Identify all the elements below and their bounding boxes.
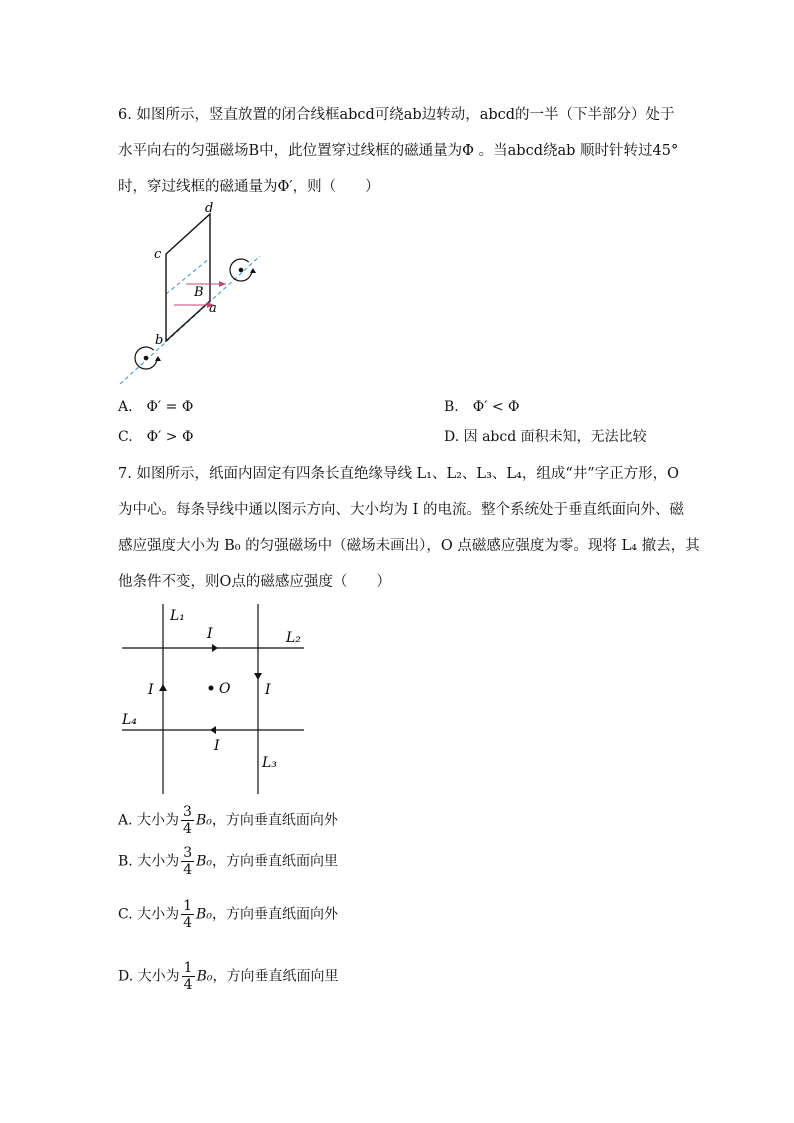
q7-option-d[interactable] (118, 960, 338, 993)
option-c-symbol: B₀ (196, 906, 212, 923)
option-d-suffix: ，方向垂直纸面向里 (212, 968, 339, 985)
q6-figure (110, 198, 280, 388)
q7-text-line-1: 7. 如图所示，纸面内固定有四条长直绝缘导线 L₁、L₂、L₃、L₄，组成“井”字正方形，O (118, 466, 680, 482)
option-c-prefix: C. 大小为 (118, 906, 180, 923)
label-b: b (155, 333, 164, 348)
option-b-suffix: ，方向垂直纸面向里 (212, 853, 339, 870)
q7-option-c[interactable] (118, 898, 338, 931)
option-d-prefix: D. 大小为 (118, 968, 180, 985)
label-L1: L₁ (170, 608, 185, 624)
option-a-symbol: B₀ (195, 812, 212, 829)
label-L3: L₃ (262, 755, 277, 771)
label-I-right: I (265, 682, 271, 698)
q7-option-a[interactable] (118, 804, 338, 837)
q6-text-line-2: 水平向右的匀强磁场B中，此位置穿过线框的磁通量为Φ 。当abcd绕ab 顺时针转过45° (118, 143, 679, 159)
label-B: B (194, 285, 204, 300)
label-L2: L₂ (286, 630, 301, 646)
current-arrow-L2 (212, 644, 218, 652)
q7-figure (118, 600, 318, 800)
option-a-suffix: ，方向垂直纸面向外 (211, 812, 338, 829)
q7-option-b[interactable] (118, 845, 338, 878)
q6-option-b[interactable]: B. Φ′ < Φ (444, 399, 520, 415)
option-a-fraction: $\frac{3}{4}$ (183, 804, 192, 837)
option-d-fraction: $\frac{1}{4}$ (183, 960, 193, 993)
q7-text-line-2: 为中心。每条导线中通以图示方向、大小均为 I 的电流。整个系统处于垂直纸面向外、磁 (118, 502, 684, 518)
q6-option-c[interactable]: C. Φ′ > Φ (118, 429, 194, 445)
q7-text-line-3: 感应强度大小为 B₀ 的匀强磁场中（磁场未画出），O 点磁感应强度为零。现将 L₄ 撤去，其 (118, 538, 700, 554)
current-arrow-L1 (159, 684, 167, 691)
option-b-fraction: $\frac{3}{4}$ (183, 845, 193, 878)
q6-text-line-1: 6. 如图所示，竖直放置的闭合线框abcd可绕ab边转动，abcd的一半（下半部分）处于 (118, 107, 675, 123)
label-c: c (154, 247, 162, 262)
rotation-symbol-top (230, 259, 256, 281)
option-d-symbol: B₀ (196, 968, 213, 985)
q6-option-d[interactable]: D. 因 abcd 面积未知，无法比较 (444, 429, 647, 445)
option-b-symbol: B₀ (196, 853, 213, 870)
option-c-fraction: $\frac{1}{4}$ (183, 898, 193, 931)
center-point (209, 686, 214, 691)
current-arrow-L4 (210, 726, 216, 734)
label-a: a (209, 301, 217, 316)
label-L4: L₄ (122, 712, 137, 728)
label-d: d (205, 201, 214, 216)
q6-text-line-3: 时，穿过线框的磁通量为Φ′，则（ ） (118, 179, 380, 195)
label-O: O (219, 681, 231, 697)
option-a-prefix: A. 大小为 (118, 812, 180, 829)
label-I-left: I (148, 682, 154, 698)
label-I-bottom: I (214, 738, 220, 754)
option-c-suffix: ，方向垂直纸面向外 (211, 906, 338, 923)
q7-text-line-4: 他条件不变，则O点的磁感应强度（ ） (118, 574, 391, 590)
label-I-top: I (207, 626, 213, 642)
option-b-prefix: B. 大小为 (118, 853, 180, 870)
current-arrow-L3 (254, 673, 262, 680)
q6-option-a[interactable]: A. Φ′ = Φ (118, 399, 194, 415)
